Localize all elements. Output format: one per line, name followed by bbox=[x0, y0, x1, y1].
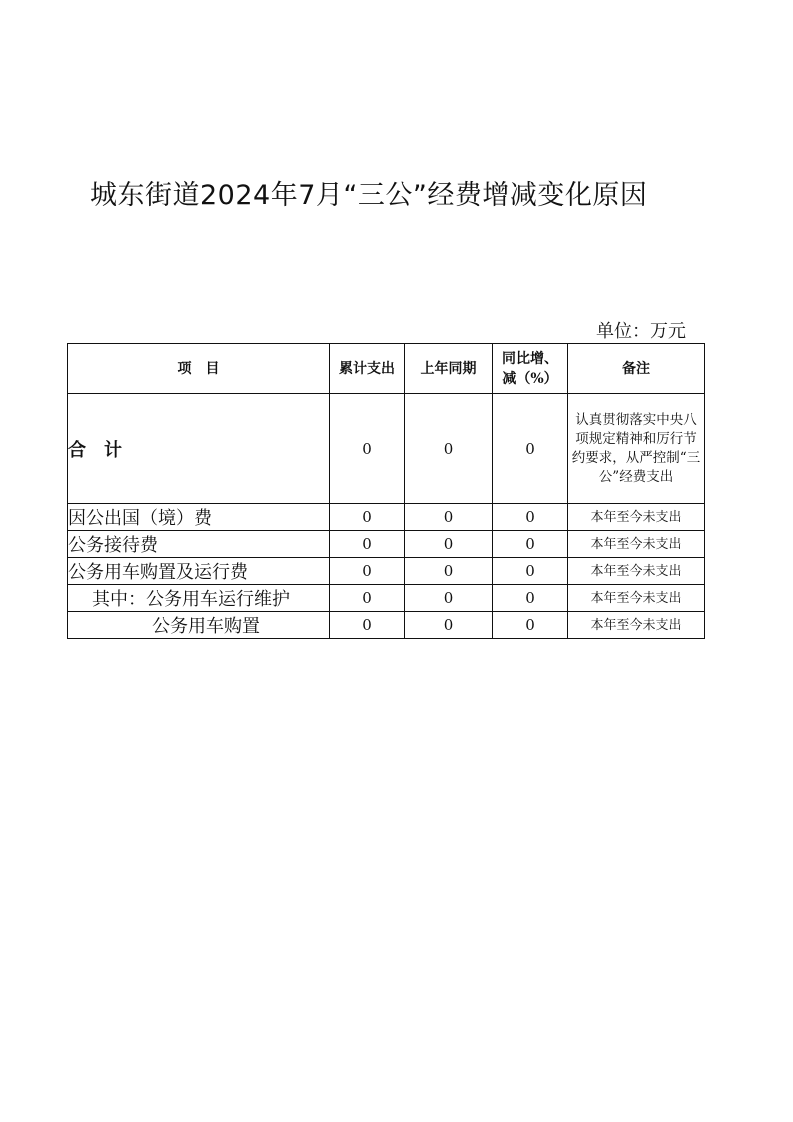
row-cumulative: 0 bbox=[330, 585, 405, 612]
header-yoy: 同比增、减（%） bbox=[493, 344, 568, 394]
table-header-row bbox=[68, 344, 705, 394]
row-cumulative: 0 bbox=[330, 531, 405, 558]
header-cumulative: 累计支出 bbox=[330, 344, 405, 394]
row-item: 其中：公务用车运行维护 bbox=[68, 585, 330, 612]
row-note: 本年至今未支出 bbox=[568, 585, 705, 612]
row-item: 因公出国（境）费 bbox=[68, 504, 330, 531]
row-item: 公务接待费 bbox=[68, 531, 330, 558]
row-yoy: 0 bbox=[493, 531, 568, 558]
table-row bbox=[68, 531, 705, 558]
header-note: 备注 bbox=[568, 344, 705, 394]
total-last-year: 0 bbox=[405, 394, 493, 504]
table-row bbox=[68, 585, 705, 612]
total-item: 合 计 bbox=[68, 394, 330, 504]
expense-table bbox=[67, 343, 705, 639]
row-note: 本年至今未支出 bbox=[568, 531, 705, 558]
row-item: 公务用车购置 bbox=[68, 612, 330, 639]
row-last-year: 0 bbox=[405, 612, 493, 639]
row-last-year: 0 bbox=[405, 504, 493, 531]
row-yoy: 0 bbox=[493, 585, 568, 612]
header-last-year: 上年同期 bbox=[405, 344, 493, 394]
row-note: 本年至今未支出 bbox=[568, 504, 705, 531]
row-note: 本年至今未支出 bbox=[568, 558, 705, 585]
row-yoy: 0 bbox=[493, 558, 568, 585]
table-row bbox=[68, 558, 705, 585]
row-last-year: 0 bbox=[405, 531, 493, 558]
table-row bbox=[68, 612, 705, 639]
table-row bbox=[68, 504, 705, 531]
row-yoy: 0 bbox=[493, 504, 568, 531]
header-item: 项 目 bbox=[68, 344, 330, 394]
row-last-year: 0 bbox=[405, 585, 493, 612]
row-cumulative: 0 bbox=[330, 558, 405, 585]
row-cumulative: 0 bbox=[330, 504, 405, 531]
row-item: 公务用车购置及运行费 bbox=[68, 558, 330, 585]
page-title: 城东街道2024年7月“三公”经费增减变化原因 bbox=[90, 180, 648, 211]
row-note: 本年至今未支出 bbox=[568, 612, 705, 639]
unit-label: 单位：万元 bbox=[596, 321, 686, 342]
row-yoy: 0 bbox=[493, 612, 568, 639]
total-row bbox=[68, 394, 705, 504]
total-note: 认真贯彻落实中央八项规定精神和厉行节约要求，从严控制“三公”经费支出 bbox=[568, 394, 705, 504]
total-yoy: 0 bbox=[493, 394, 568, 504]
total-cumulative: 0 bbox=[330, 394, 405, 504]
row-last-year: 0 bbox=[405, 558, 493, 585]
row-cumulative: 0 bbox=[330, 612, 405, 639]
